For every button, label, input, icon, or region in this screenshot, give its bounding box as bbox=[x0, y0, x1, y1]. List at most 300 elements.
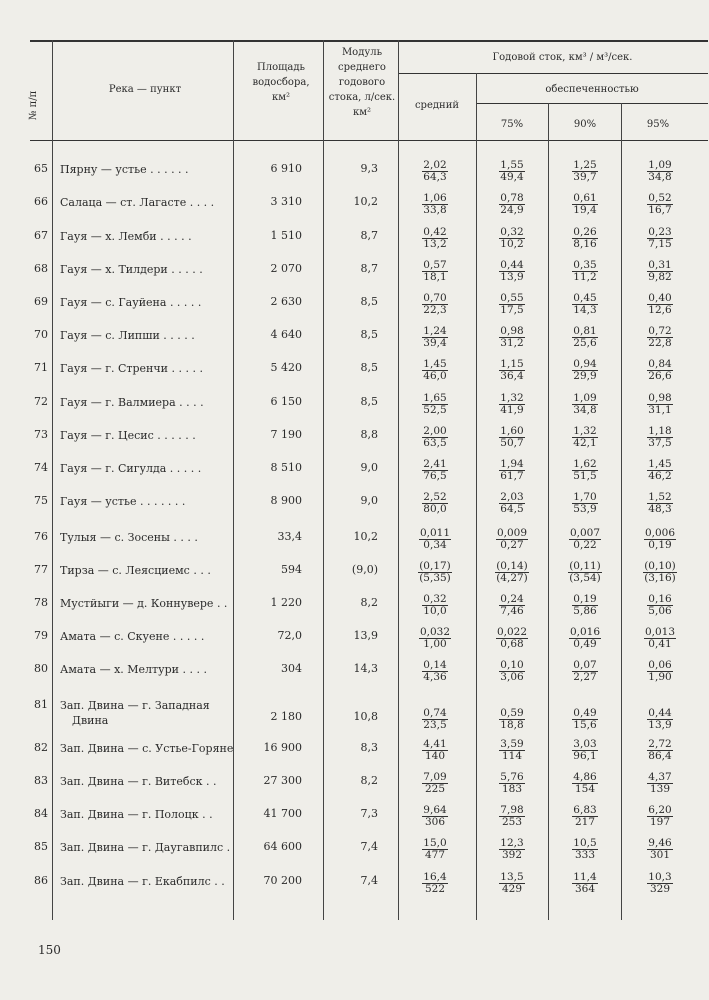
row-number: 73 bbox=[34, 428, 48, 441]
runoff-discharge: 0,49 bbox=[573, 638, 597, 650]
area-value: 2 180 bbox=[270, 710, 302, 723]
runoff-volume: 0,14 bbox=[423, 659, 447, 671]
river-point: Гауя — х. Лемби . . . . . bbox=[60, 230, 192, 243]
runoff-discharge: 0,19 bbox=[648, 539, 672, 551]
area-value: 1 220 bbox=[270, 596, 302, 609]
header-95: 95% bbox=[646, 119, 670, 130]
runoff-volume: 7,09 bbox=[423, 771, 447, 783]
runoff-p75-cell bbox=[482, 838, 542, 861]
runoff-discharge: 48,3 bbox=[648, 503, 672, 515]
runoff-volume: 0,61 bbox=[573, 192, 597, 204]
header-area: Площадь водосбора, км² bbox=[252, 62, 310, 103]
runoff-p75-cell bbox=[482, 359, 542, 382]
runoff-discharge: 197 bbox=[649, 816, 671, 828]
runoff-discharge: 7,46 bbox=[500, 605, 524, 617]
runoff-volume: 1,18 bbox=[648, 425, 672, 437]
runoff-discharge: 364 bbox=[574, 883, 596, 895]
runoff-p95-cell bbox=[630, 660, 690, 683]
runoff-p75-cell bbox=[482, 594, 542, 617]
col-divider-5 bbox=[476, 73, 477, 920]
runoff-p90-cell bbox=[555, 772, 615, 795]
runoff-volume: 1,09 bbox=[573, 392, 597, 404]
runoff-volume: 0,44 bbox=[500, 259, 524, 271]
area-value: 7 190 bbox=[270, 428, 302, 441]
runoff-mean-cell bbox=[405, 739, 465, 762]
runoff-discharge: 53,9 bbox=[573, 503, 597, 515]
runoff-p95-cell bbox=[630, 561, 690, 584]
runoff-p90-cell bbox=[555, 739, 615, 762]
runoff-volume: 13,5 bbox=[500, 871, 524, 883]
runoff-volume: 6,83 bbox=[573, 804, 597, 816]
runoff-discharge: 5,06 bbox=[648, 605, 672, 617]
area-value: 70 200 bbox=[263, 874, 302, 887]
runoff-p95-cell bbox=[630, 772, 690, 795]
runoff-p75-cell bbox=[482, 260, 542, 283]
runoff-volume: 10,3 bbox=[648, 871, 672, 883]
runoff-p75-cell bbox=[482, 426, 542, 449]
prob-subheader-rule bbox=[476, 103, 708, 104]
runoff-p75-cell bbox=[482, 227, 542, 250]
runoff-p75-cell bbox=[482, 293, 542, 316]
runoff-discharge: 11,2 bbox=[573, 271, 597, 283]
module-value: 8,5 bbox=[360, 328, 378, 341]
runoff-p90-cell bbox=[555, 561, 615, 584]
runoff-discharge: 329 bbox=[649, 883, 671, 895]
runoff-p95-cell bbox=[630, 193, 690, 216]
runoff-volume: 2,52 bbox=[423, 491, 447, 503]
area-value: 33,4 bbox=[277, 530, 302, 543]
runoff-mean-cell bbox=[405, 660, 465, 683]
area-value: 4 640 bbox=[270, 328, 302, 341]
runoff-discharge: 183 bbox=[501, 783, 523, 795]
runoff-discharge: 31,1 bbox=[648, 404, 672, 416]
runoff-p90-cell bbox=[555, 193, 615, 216]
runoff-subheader-rule bbox=[398, 73, 708, 74]
river-point: Амата — х. Мелтури . . . . bbox=[60, 663, 207, 676]
runoff-mean-cell bbox=[405, 838, 465, 861]
runoff-discharge: 4,36 bbox=[423, 671, 447, 683]
runoff-volume: 0,49 bbox=[573, 707, 597, 719]
runoff-discharge: 0,34 bbox=[423, 539, 447, 551]
runoff-volume: (0,10) bbox=[644, 560, 676, 572]
river-point: Гауя — с. Гауйена . . . . . bbox=[60, 296, 202, 309]
runoff-p75-cell bbox=[482, 193, 542, 216]
runoff-p90-cell bbox=[555, 708, 615, 731]
row-number: 75 bbox=[34, 494, 48, 507]
river-point: Гауя — устье . . . . . . . bbox=[60, 495, 186, 508]
runoff-discharge: 34,8 bbox=[648, 171, 672, 183]
runoff-p90-cell bbox=[555, 627, 615, 650]
runoff-discharge: 25,6 bbox=[573, 337, 597, 349]
module-value: 10,8 bbox=[353, 710, 378, 723]
runoff-volume: 0,98 bbox=[648, 392, 672, 404]
area-value: 27 300 bbox=[263, 774, 302, 787]
runoff-mean-cell bbox=[405, 594, 465, 617]
runoff-volume: 1,06 bbox=[423, 192, 447, 204]
area-value: 16 900 bbox=[263, 741, 302, 754]
runoff-p95-cell bbox=[630, 260, 690, 283]
row-number: 77 bbox=[34, 563, 48, 576]
runoff-mean-cell bbox=[405, 561, 465, 584]
runoff-volume: 1,24 bbox=[423, 325, 447, 337]
runoff-volume: 0,31 bbox=[648, 259, 672, 271]
runoff-p75-cell bbox=[482, 772, 542, 795]
runoff-discharge: 76,5 bbox=[423, 470, 447, 482]
runoff-mean-cell bbox=[405, 193, 465, 216]
runoff-volume: 1,45 bbox=[423, 358, 447, 370]
runoff-volume: 0,06 bbox=[648, 659, 672, 671]
module-value: 8,7 bbox=[360, 229, 378, 242]
runoff-volume: 1,25 bbox=[573, 159, 597, 171]
runoff-discharge: 42,1 bbox=[573, 437, 597, 449]
runoff-volume: 0,59 bbox=[500, 707, 524, 719]
row-number: 69 bbox=[34, 295, 48, 308]
module-value: 7,4 bbox=[360, 874, 378, 887]
runoff-volume: 1,32 bbox=[500, 392, 524, 404]
runoff-discharge: 1,00 bbox=[423, 638, 447, 650]
runoff-discharge: 34,8 bbox=[573, 404, 597, 416]
runoff-volume: 16,4 bbox=[423, 871, 447, 883]
runoff-discharge: 9,82 bbox=[648, 271, 672, 283]
runoff-discharge: 10,0 bbox=[423, 605, 447, 617]
runoff-volume: 0,94 bbox=[573, 358, 597, 370]
runoff-discharge: 0,27 bbox=[500, 539, 524, 551]
runoff-discharge: 13,9 bbox=[500, 271, 524, 283]
runoff-p95-cell bbox=[630, 627, 690, 650]
area-value: 2 070 bbox=[270, 262, 302, 275]
module-value: 8,5 bbox=[360, 361, 378, 374]
module-value: 8,5 bbox=[360, 295, 378, 308]
area-value: 8 510 bbox=[270, 461, 302, 474]
row-number: 67 bbox=[34, 229, 48, 242]
runoff-mean-cell bbox=[405, 227, 465, 250]
runoff-discharge: 5,86 bbox=[573, 605, 597, 617]
runoff-p75-cell bbox=[482, 326, 542, 349]
col-divider-4 bbox=[398, 40, 399, 920]
module-value: 8,5 bbox=[360, 395, 378, 408]
runoff-discharge: 39,7 bbox=[573, 171, 597, 183]
runoff-volume: 1,15 bbox=[500, 358, 524, 370]
runoff-volume: 0,52 bbox=[648, 192, 672, 204]
runoff-volume: 0,007 bbox=[569, 527, 601, 539]
runoff-discharge: 139 bbox=[649, 783, 671, 795]
runoff-p90-cell bbox=[555, 492, 615, 515]
runoff-discharge: 0,41 bbox=[648, 638, 672, 650]
runoff-discharge: 1,90 bbox=[648, 671, 672, 683]
river-point: Гауя — г. Сигулда . . . . . bbox=[60, 462, 202, 475]
col-divider-1 bbox=[52, 40, 53, 920]
runoff-volume: 2,00 bbox=[423, 425, 447, 437]
area-value: 304 bbox=[281, 662, 302, 675]
runoff-mean-cell bbox=[405, 359, 465, 382]
header-bottom-rule bbox=[30, 140, 708, 141]
runoff-discharge: 140 bbox=[424, 750, 446, 762]
runoff-mean-cell bbox=[405, 160, 465, 183]
runoff-volume: 0,57 bbox=[423, 259, 447, 271]
runoff-p90-cell bbox=[555, 227, 615, 250]
runoff-discharge: 13,9 bbox=[648, 719, 672, 731]
river-point: Зап. Двина — г. Даугавпилс . bbox=[60, 841, 231, 854]
runoff-volume: 0,26 bbox=[573, 226, 597, 238]
runoff-mean-cell bbox=[405, 326, 465, 349]
runoff-volume: 0,013 bbox=[644, 626, 676, 638]
runoff-p90-cell bbox=[555, 426, 615, 449]
col-divider-7 bbox=[621, 103, 622, 920]
river-point: Пярну — устье . . . . . . bbox=[60, 163, 189, 176]
page-number: 150 bbox=[38, 943, 61, 957]
row-number: 76 bbox=[34, 530, 48, 543]
runoff-discharge: 16,7 bbox=[648, 204, 672, 216]
runoff-p75-cell bbox=[482, 708, 542, 731]
runoff-volume: 0,35 bbox=[573, 259, 597, 271]
runoff-p95-cell bbox=[630, 426, 690, 449]
river-point: Гауя — г. Стренчи . . . . . bbox=[60, 362, 203, 375]
runoff-volume: 4,41 bbox=[423, 738, 447, 750]
runoff-volume: 0,006 bbox=[644, 527, 676, 539]
runoff-p75-cell bbox=[482, 492, 542, 515]
river-point: Гауя — с. Липши . . . . . bbox=[60, 329, 195, 342]
river-point: Зап. Двина — г. Екабпилс . . bbox=[60, 875, 225, 888]
runoff-mean-cell bbox=[405, 805, 465, 828]
runoff-p90-cell bbox=[555, 160, 615, 183]
river-point: Салаца — ст. Лагасте . . . . bbox=[60, 196, 215, 209]
river-point: Мустйыги — д. Коннувере . . bbox=[60, 597, 228, 610]
area-value: 3 310 bbox=[270, 195, 302, 208]
river-point: Зап. Двина — г. Западная bbox=[60, 699, 210, 712]
runoff-volume: 0,70 bbox=[423, 292, 447, 304]
runoff-volume: 9,64 bbox=[423, 804, 447, 816]
runoff-discharge: 22,3 bbox=[423, 304, 447, 316]
runoff-discharge: 64,5 bbox=[500, 503, 524, 515]
runoff-volume: 0,022 bbox=[496, 626, 528, 638]
river-point-cont: Двина bbox=[72, 714, 109, 727]
runoff-p95-cell bbox=[630, 326, 690, 349]
area-value: 1 510 bbox=[270, 229, 302, 242]
runoff-volume: (0,11) bbox=[569, 560, 601, 572]
row-number: 78 bbox=[34, 596, 48, 609]
runoff-p90-cell bbox=[555, 838, 615, 861]
row-number: 79 bbox=[34, 629, 48, 642]
runoff-volume: 3,59 bbox=[500, 738, 524, 750]
runoff-volume: 9,46 bbox=[648, 837, 672, 849]
runoff-mean-cell bbox=[405, 492, 465, 515]
module-value: 14,3 bbox=[353, 662, 378, 675]
runoff-volume: 0,84 bbox=[648, 358, 672, 370]
runoff-p75-cell bbox=[482, 393, 542, 416]
runoff-p90-cell bbox=[555, 528, 615, 551]
runoff-discharge: 41,9 bbox=[500, 404, 524, 416]
runoff-discharge: 154 bbox=[574, 783, 596, 795]
table-top-rule bbox=[30, 40, 708, 42]
runoff-volume: 1,45 bbox=[648, 458, 672, 470]
runoff-p75-cell bbox=[482, 739, 542, 762]
runoff-volume: 1,70 bbox=[573, 491, 597, 503]
runoff-volume: (0,14) bbox=[496, 560, 528, 572]
row-number: 81 bbox=[34, 698, 48, 711]
runoff-discharge: 301 bbox=[649, 849, 671, 861]
runoff-volume: 12,3 bbox=[500, 837, 524, 849]
area-value: 41 700 bbox=[263, 807, 302, 820]
runoff-discharge: 522 bbox=[424, 883, 446, 895]
runoff-discharge: 24,9 bbox=[500, 204, 524, 216]
area-value: 72,0 bbox=[277, 629, 302, 642]
runoff-mean-cell bbox=[405, 293, 465, 316]
area-value: 5 420 bbox=[270, 361, 302, 374]
runoff-p75-cell bbox=[482, 528, 542, 551]
runoff-discharge: (4,27) bbox=[496, 572, 528, 584]
area-value: 8 900 bbox=[270, 494, 302, 507]
area-value: 2 630 bbox=[270, 295, 302, 308]
runoff-p95-cell bbox=[630, 492, 690, 515]
runoff-mean-cell bbox=[405, 627, 465, 650]
area-value: 6 150 bbox=[270, 395, 302, 408]
header-river: Река — пункт bbox=[108, 84, 182, 95]
runoff-discharge: 0,22 bbox=[573, 539, 597, 551]
header-runoff: Годовой сток, км³ / м³/сек. bbox=[492, 52, 633, 63]
runoff-p75-cell bbox=[482, 459, 542, 482]
runoff-volume: 0,72 bbox=[648, 325, 672, 337]
runoff-p75-cell bbox=[482, 872, 542, 895]
runoff-p90-cell bbox=[555, 260, 615, 283]
runoff-discharge: (5,35) bbox=[419, 572, 451, 584]
runoff-p95-cell bbox=[630, 805, 690, 828]
runoff-volume: 5,76 bbox=[500, 771, 524, 783]
runoff-discharge: 52,5 bbox=[423, 404, 447, 416]
runoff-volume: 4,37 bbox=[648, 771, 672, 783]
runoff-p95-cell bbox=[630, 594, 690, 617]
module-value: 8,3 bbox=[360, 741, 378, 754]
runoff-volume: 0,24 bbox=[500, 593, 524, 605]
runoff-volume: 1,09 bbox=[648, 159, 672, 171]
runoff-discharge: (3,54) bbox=[569, 572, 601, 584]
runoff-volume: 0,009 bbox=[496, 527, 528, 539]
runoff-discharge: 63,5 bbox=[423, 437, 447, 449]
runoff-discharge: 61,7 bbox=[500, 470, 524, 482]
runoff-volume: (0,17) bbox=[419, 560, 451, 572]
runoff-p90-cell bbox=[555, 660, 615, 683]
runoff-p95-cell bbox=[630, 739, 690, 762]
runoff-volume: 0,032 bbox=[419, 626, 451, 638]
runoff-volume: 0,78 bbox=[500, 192, 524, 204]
runoff-volume: 2,41 bbox=[423, 458, 447, 470]
runoff-discharge: (3,16) bbox=[644, 572, 676, 584]
river-point: Гауя — г. Цесис . . . . . . bbox=[60, 429, 196, 442]
runoff-volume: 7,98 bbox=[500, 804, 524, 816]
runoff-p75-cell bbox=[482, 160, 542, 183]
runoff-volume: 1,65 bbox=[423, 392, 447, 404]
runoff-volume: 0,32 bbox=[500, 226, 524, 238]
runoff-p95-cell bbox=[630, 872, 690, 895]
runoff-p75-cell bbox=[482, 561, 542, 584]
runoff-p95-cell bbox=[630, 459, 690, 482]
row-number: 70 bbox=[34, 328, 48, 341]
runoff-discharge: 46,0 bbox=[423, 370, 447, 382]
module-value: 8,8 bbox=[360, 428, 378, 441]
runoff-volume: 0,16 bbox=[648, 593, 672, 605]
runoff-volume: 0,10 bbox=[500, 659, 524, 671]
river-point: Амата — с. Скуене . . . . . bbox=[60, 630, 205, 643]
runoff-volume: 1,32 bbox=[573, 425, 597, 437]
runoff-volume: 1,62 bbox=[573, 458, 597, 470]
runoff-discharge: 39,4 bbox=[423, 337, 447, 349]
module-value: 13,9 bbox=[353, 629, 378, 642]
header-prob: обеспеченностью bbox=[545, 84, 639, 95]
runoff-discharge: 17,5 bbox=[500, 304, 524, 316]
runoff-discharge: 18,8 bbox=[500, 719, 524, 731]
runoff-p90-cell bbox=[555, 359, 615, 382]
header-mean: средний bbox=[414, 100, 460, 111]
row-number: 84 bbox=[34, 807, 48, 820]
runoff-mean-cell bbox=[405, 459, 465, 482]
runoff-p75-cell bbox=[482, 660, 542, 683]
module-value: 8,2 bbox=[360, 596, 378, 609]
river-point: Зап. Двина — г. Полоцк . . bbox=[60, 808, 213, 821]
runoff-p95-cell bbox=[630, 528, 690, 551]
row-number: 80 bbox=[34, 662, 48, 675]
runoff-p90-cell bbox=[555, 326, 615, 349]
runoff-discharge: 51,5 bbox=[573, 470, 597, 482]
runoff-discharge: 22,8 bbox=[648, 337, 672, 349]
area-value: 594 bbox=[281, 563, 302, 576]
runoff-p90-cell bbox=[555, 872, 615, 895]
area-value: 64 600 bbox=[263, 840, 302, 853]
runoff-volume: 0,55 bbox=[500, 292, 524, 304]
runoff-volume: 0,42 bbox=[423, 226, 447, 238]
runoff-discharge: 96,1 bbox=[573, 750, 597, 762]
river-point: Тулыя — с. Зосены . . . . bbox=[60, 531, 198, 544]
runoff-discharge: 429 bbox=[501, 883, 523, 895]
runoff-discharge: 26,6 bbox=[648, 370, 672, 382]
runoff-p75-cell bbox=[482, 627, 542, 650]
river-point: Зап. Двина — с. Устье-Горяне bbox=[60, 742, 234, 755]
runoff-p95-cell bbox=[630, 708, 690, 731]
runoff-volume: 2,72 bbox=[648, 738, 672, 750]
runoff-p95-cell bbox=[630, 160, 690, 183]
runoff-mean-cell bbox=[405, 426, 465, 449]
runoff-p95-cell bbox=[630, 393, 690, 416]
module-value: (9,0) bbox=[351, 563, 378, 576]
runoff-volume: 0,98 bbox=[500, 325, 524, 337]
runoff-discharge: 114 bbox=[501, 750, 523, 762]
module-value: 9,0 bbox=[360, 494, 378, 507]
runoff-mean-cell bbox=[405, 872, 465, 895]
runoff-discharge: 0,68 bbox=[500, 638, 524, 650]
runoff-discharge: 31,2 bbox=[500, 337, 524, 349]
runoff-p90-cell bbox=[555, 459, 615, 482]
river-point: Гауя — х. Тилдери . . . . . bbox=[60, 263, 203, 276]
runoff-volume: 0,45 bbox=[573, 292, 597, 304]
runoff-discharge: 15,6 bbox=[573, 719, 597, 731]
runoff-discharge: 10,2 bbox=[500, 238, 524, 250]
runoff-discharge: 13,2 bbox=[423, 238, 447, 250]
runoff-discharge: 7,15 bbox=[648, 238, 672, 250]
runoff-discharge: 225 bbox=[424, 783, 446, 795]
row-number: 86 bbox=[34, 874, 48, 887]
runoff-volume: 0,40 bbox=[648, 292, 672, 304]
runoff-volume: 0,44 bbox=[648, 707, 672, 719]
runoff-discharge: 37,5 bbox=[648, 437, 672, 449]
module-value: 10,2 bbox=[353, 195, 378, 208]
row-number: 74 bbox=[34, 461, 48, 474]
runoff-mean-cell bbox=[405, 528, 465, 551]
runoff-p95-cell bbox=[630, 293, 690, 316]
row-number: 82 bbox=[34, 741, 48, 754]
runoff-volume: 0,32 bbox=[423, 593, 447, 605]
runoff-volume: 0,81 bbox=[573, 325, 597, 337]
runoff-volume: 1,94 bbox=[500, 458, 524, 470]
runoff-p95-cell bbox=[630, 838, 690, 861]
row-number: 68 bbox=[34, 262, 48, 275]
